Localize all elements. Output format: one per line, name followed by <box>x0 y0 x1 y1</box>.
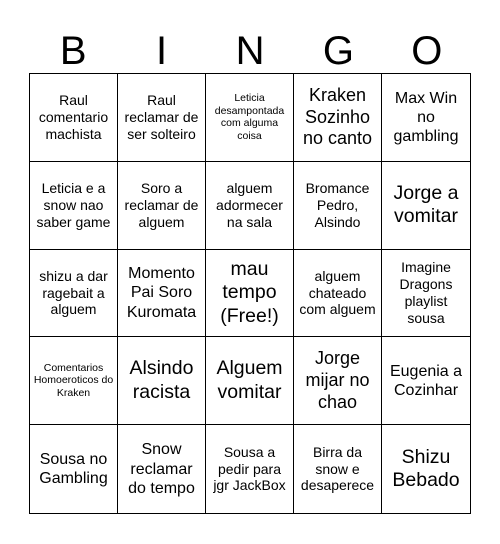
bingo-board <box>29 73 471 514</box>
bingo-cell[interactable]: Max Win no gambling <box>382 74 470 162</box>
bingo-cell[interactable]: Birra da snow e desaperece <box>294 425 382 513</box>
bingo-header <box>29 28 471 74</box>
bingo-cell[interactable]: Bromance Pedro, Alsindo <box>294 162 382 250</box>
bingo-cell[interactable]: Jorge a vomitar <box>382 162 470 250</box>
bingo-cell[interactable]: Jorge mijar no chao <box>294 337 382 425</box>
bingo-cell[interactable]: Eugenia a Cozinhar <box>382 337 470 425</box>
header-letter-g: G <box>322 29 354 73</box>
header-letter-o: O <box>411 29 443 73</box>
header-letter-b: B <box>59 29 87 73</box>
header-letter-i: I <box>156 29 168 73</box>
bingo-cell[interactable]: alguem chateado com alguem <box>294 250 382 338</box>
bingo-cell[interactable]: shizu a dar ragebait a alguem <box>30 250 118 338</box>
bingo-cell[interactable]: Sousa a pedir para jgr JackBox <box>206 425 294 513</box>
bingo-cell[interactable]: Sousa no Gambling <box>30 425 118 513</box>
bingo-cell[interactable]: Shizu Bebado <box>392 445 460 492</box>
bingo-cell[interactable]: Imagine Dragons playlist sousa <box>382 250 470 338</box>
bingo-cell[interactable]: Alguem vomitar <box>206 337 294 425</box>
bingo-cell[interactable]: mau tempo (Free!) <box>206 250 294 338</box>
bingo-cell[interactable]: Soro a reclamar de alguem <box>118 162 206 250</box>
bingo-cell[interactable]: Momento Pai Soro Kuromata <box>118 250 206 338</box>
bingo-cell[interactable]: alguem adormecer na sala <box>206 162 294 250</box>
bingo-cell[interactable]: Alsindo racista <box>118 337 206 425</box>
bingo-cell[interactable]: Raul reclamar de ser solteiro <box>118 74 206 162</box>
bingo-cell[interactable]: Leticia e a snow nao saber game <box>30 162 118 250</box>
bingo-cell[interactable]: Kraken Sozinho no canto <box>294 74 382 162</box>
bingo-cell[interactable]: Comentarios Homoeroticos do Kraken <box>30 337 118 425</box>
header-letter-n: N <box>235 29 265 73</box>
bingo-cell[interactable]: Leticia desampontada com alguma coisa <box>206 74 294 162</box>
bingo-cell[interactable]: Snow reclamar do tempo <box>118 425 206 513</box>
bingo-cell[interactable]: Raul comentario machista <box>30 74 118 162</box>
